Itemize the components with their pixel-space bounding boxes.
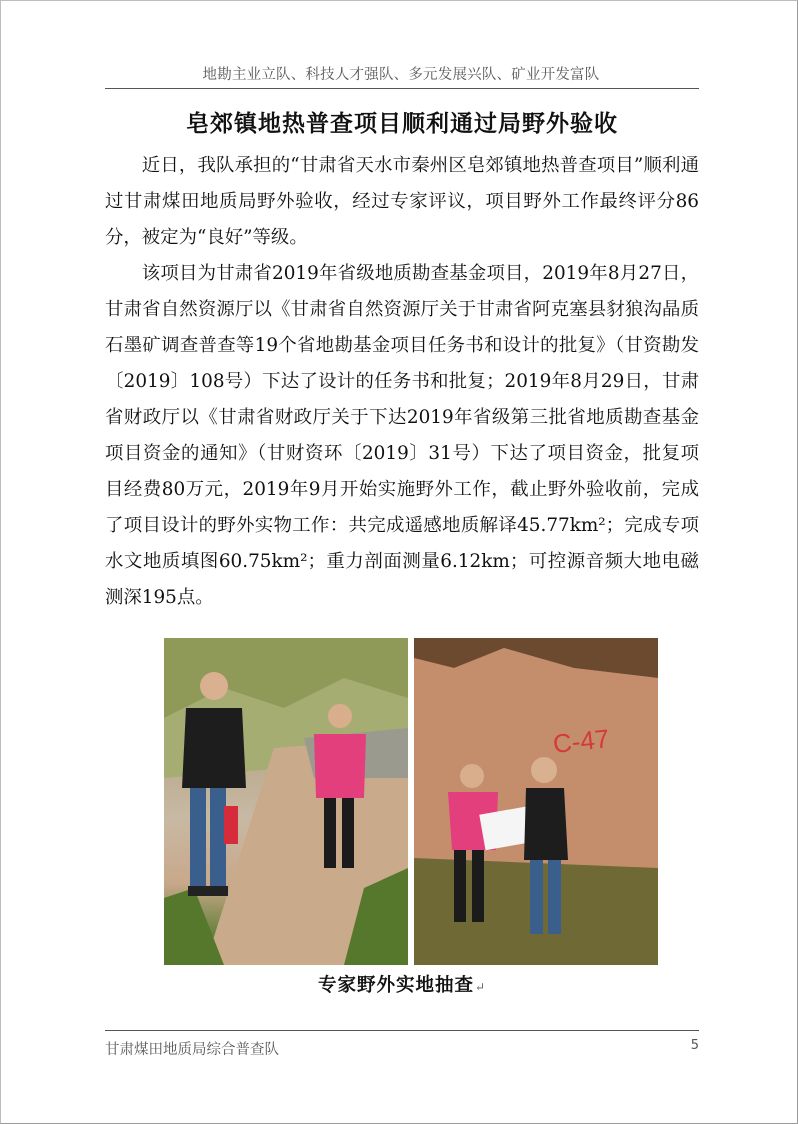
article-paragraph-2: 该项目为甘肃省2019年省级地质勘查基金项目，2019年8月27日，甘肃省自然资源厅以《甘肃省自然资源厅关于甘肃省阿克塞县豺狼沟晶质石墨矿调查普查等19个省地勘基金项目任务书和设计的批复》（甘资勘发〔2019〕108号）下达了设计的任务书和批复；2019年8月29日，甘肃省财政厅以《甘肃省财政厅关于下达2019年省级第三批省地质勘查基金项目资金的通知》（甘财资环〔2019〕31号）下达了项目资金，批复项目经费80万元，2019年9月开始实施野外工作，截止野外验收前，完成了项目设计的野外实物工作：共完成遥感地质解译45.77km²；完成专项水文地质填图60.75km²；重力剖面测量6.12km；可控源音频大地电磁测深195点。 — [105, 263, 699, 608]
photo-pair — [164, 638, 658, 965]
photo-right-illustration — [414, 638, 658, 965]
article-title: 皂郊镇地热普查项目顺利通过局野外验收 — [186, 111, 618, 137]
footer-divider — [105, 1030, 699, 1031]
article-paragraph-1: 近日，我队承担的“甘肃省天水市秦州区皂郊镇地热普查项目”顺利通过甘肃煤田地质局野外验收，经过专家评议，项目野外工作最终评分86分，被定为“良好”等级。 — [105, 155, 699, 248]
paragraph-return-icon: ↵ — [474, 980, 487, 994]
photo-experts-on-road — [164, 638, 408, 965]
article-body — [105, 148, 699, 616]
photo-experts-at-outcrop — [414, 638, 658, 965]
photo-caption-text: 专家野外实地抽查 — [317, 975, 474, 996]
outcrop-paint-marking: C-47 — [551, 723, 611, 759]
photo-caption — [105, 971, 699, 997]
page-number: 5 — [690, 1038, 699, 1053]
header-divider — [105, 88, 699, 89]
photo-left-illustration — [164, 638, 408, 965]
footer-organization: 甘肃煤田地质局综合普查队 — [105, 1042, 279, 1058]
page-header-slogan: 地勘主业立队、科技人才强队、多元发展兴队、矿业开发富队 — [202, 67, 600, 83]
